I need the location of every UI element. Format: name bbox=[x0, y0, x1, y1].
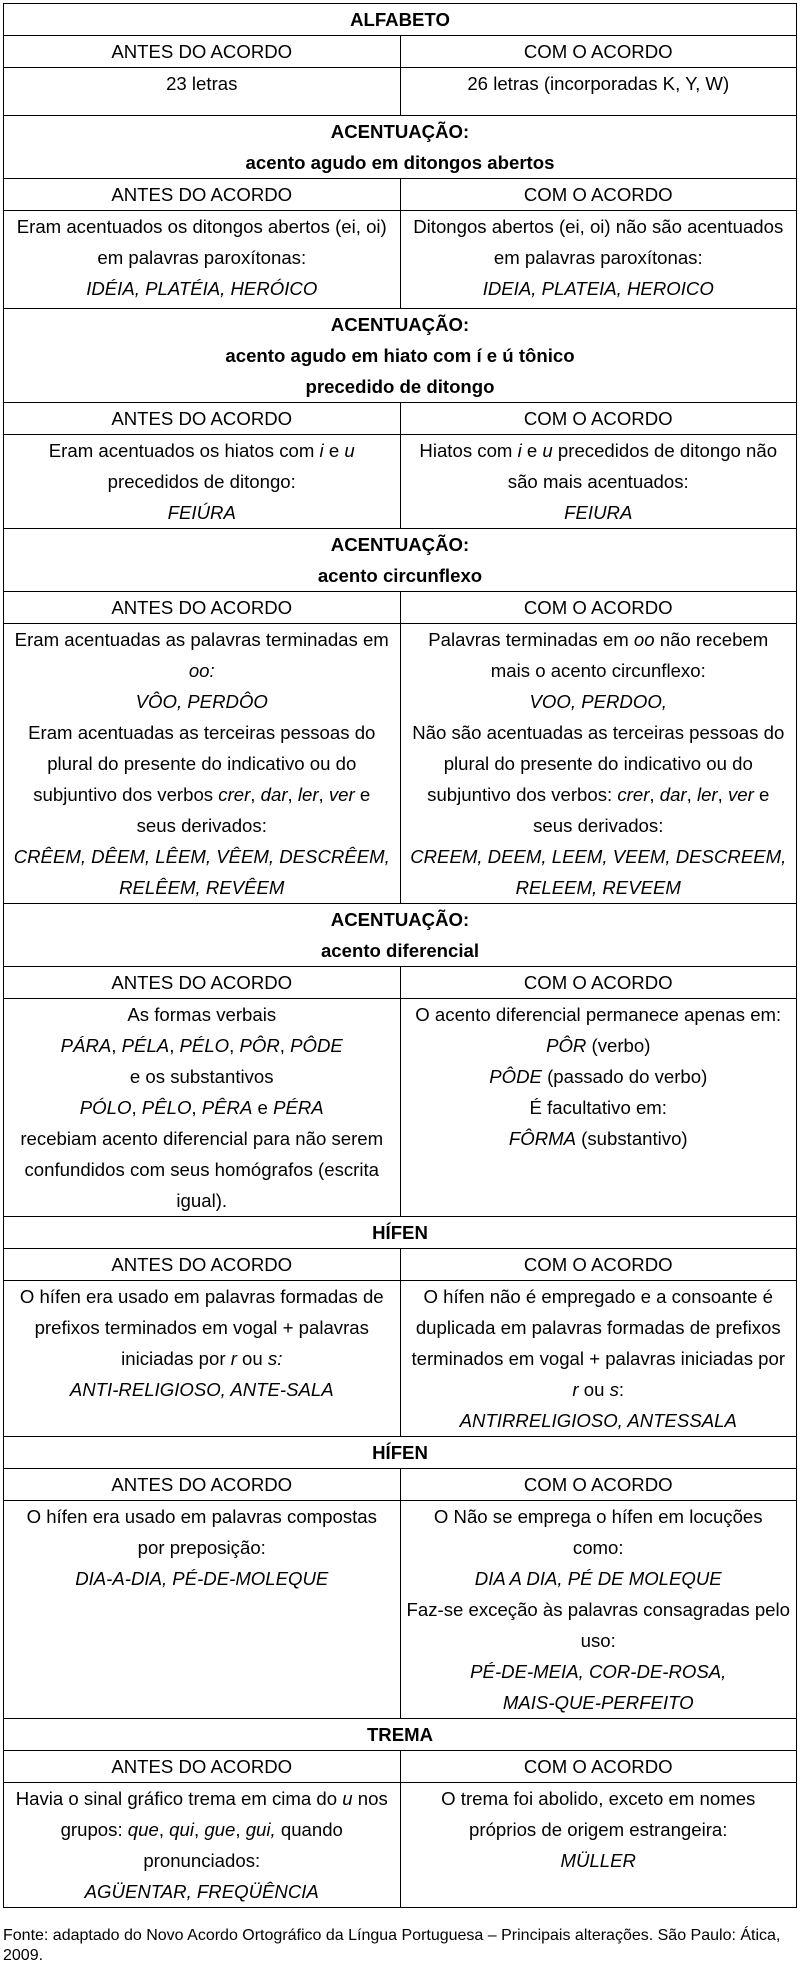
after-agreement-label: COM O ACORDO bbox=[400, 592, 797, 624]
italic-term: ANTIRRELIGIOSO, ANTESSALA bbox=[459, 1410, 737, 1431]
text-segment: Eram acentuados os ditongos abertos (ei, oi) bbox=[16, 216, 387, 237]
after-text-line bbox=[405, 211, 793, 242]
after-text-line bbox=[405, 1374, 793, 1405]
before-text-line bbox=[8, 68, 396, 99]
text-segment: , bbox=[111, 1035, 122, 1056]
text-segment: prefixos terminados em vogal + palavras bbox=[34, 1317, 369, 1338]
italic-term: AGÜENTAR, FREQÜÊNCIA bbox=[84, 1881, 319, 1902]
italic-term: crer bbox=[617, 784, 650, 805]
before-text-line bbox=[8, 273, 396, 304]
text-segment: , bbox=[193, 1819, 205, 1840]
text-segment: e os substantivos bbox=[129, 1066, 274, 1087]
italic-term: i bbox=[319, 440, 324, 461]
column-labels-row bbox=[4, 592, 797, 624]
before-text-line bbox=[8, 841, 396, 872]
section-title-row bbox=[4, 529, 797, 592]
column-labels-row bbox=[4, 967, 797, 999]
after-text-line bbox=[405, 748, 793, 779]
after-text-line bbox=[405, 1501, 793, 1532]
text-segment: , bbox=[169, 1035, 180, 1056]
italic-term: PÔR bbox=[546, 1035, 587, 1056]
after-text-line bbox=[405, 1061, 793, 1092]
text-segment: grupos: bbox=[60, 1819, 128, 1840]
after-text-line bbox=[405, 273, 793, 304]
text-segment: por preposição: bbox=[137, 1537, 266, 1558]
text-segment: Eram acentuadas as palavras terminadas em bbox=[14, 629, 389, 650]
italic-term: MÜLLER bbox=[560, 1850, 636, 1871]
after-text-line bbox=[405, 1123, 793, 1154]
italic-term: RELÊEM, REVÊEM bbox=[119, 877, 285, 898]
before-agreement-label: ANTES DO ACORDO bbox=[4, 1249, 401, 1281]
before-agreement-cell bbox=[4, 1783, 401, 1908]
italic-term: ANTI-RELIGIOSO, ANTE-SALA bbox=[69, 1379, 334, 1400]
text-segment: , bbox=[131, 1097, 142, 1118]
after-text-line bbox=[405, 1030, 793, 1061]
before-text-line bbox=[8, 999, 396, 1030]
orthography-comparison-table bbox=[3, 3, 797, 1908]
before-text-line bbox=[8, 211, 396, 242]
column-labels-row bbox=[4, 1469, 797, 1501]
italic-term: PÉRA bbox=[273, 1097, 324, 1118]
column-labels-row bbox=[4, 1751, 797, 1783]
text-segment: , bbox=[250, 784, 261, 805]
text-segment: ou bbox=[236, 1348, 268, 1369]
text-segment: , bbox=[191, 1097, 202, 1118]
after-text-line bbox=[405, 1594, 793, 1625]
content-row bbox=[4, 624, 797, 904]
after-text-line bbox=[405, 624, 793, 655]
after-text-line bbox=[405, 1845, 793, 1876]
italic-term: IDEIA, PLATEIA, HEROICO bbox=[482, 278, 714, 299]
before-text-line bbox=[8, 1061, 396, 1092]
text-segment: : bbox=[618, 1379, 625, 1400]
text-segment: precedidos de ditongo: bbox=[107, 471, 296, 492]
before-text-line bbox=[8, 497, 396, 528]
after-agreement-label: COM O ACORDO bbox=[400, 36, 797, 68]
before-text-line bbox=[8, 655, 396, 686]
italic-term: PÁRA bbox=[60, 1035, 112, 1056]
before-agreement-label: ANTES DO ACORDO bbox=[4, 1751, 401, 1783]
section-title-line: ACENTUAÇÃO: bbox=[330, 909, 470, 930]
before-text-line bbox=[8, 1876, 396, 1907]
after-agreement-label: COM O ACORDO bbox=[400, 179, 797, 211]
text-segment: não recebem bbox=[654, 629, 769, 650]
text-segment: , bbox=[686, 784, 697, 805]
section-title bbox=[4, 309, 797, 403]
italic-term: u bbox=[542, 440, 553, 461]
before-agreement-label: ANTES DO ACORDO bbox=[4, 592, 401, 624]
before-text-line bbox=[8, 1123, 396, 1154]
text-segment: Eram acentuadas as terceiras pessoas do bbox=[28, 722, 376, 743]
text-segment: e bbox=[354, 784, 371, 805]
text-segment: , bbox=[287, 784, 298, 805]
after-agreement-cell bbox=[400, 999, 797, 1217]
before-agreement-label: ANTES DO ACORDO bbox=[4, 36, 401, 68]
italic-term: DIA A DIA, PÉ DE MOLEQUE bbox=[474, 1568, 722, 1589]
text-segment: e bbox=[252, 1097, 274, 1118]
footnote-line-1: Fonte: adaptado do Novo Acordo Ortográfico da Língua Portuguesa – Principais alterações. São Paulo: Ática, bbox=[3, 1927, 781, 1944]
italic-term: ver bbox=[727, 784, 754, 805]
section-title-line: ACENTUAÇÃO: bbox=[330, 314, 470, 335]
italic-term: gue bbox=[204, 1819, 236, 1840]
after-text-line bbox=[405, 1343, 793, 1374]
before-text-line bbox=[8, 1374, 396, 1405]
before-agreement-cell bbox=[4, 624, 401, 904]
text-segment: subjuntivo dos verbos: bbox=[427, 784, 618, 805]
text-segment: , bbox=[235, 1819, 246, 1840]
text-segment: duplicada em palavras formadas de prefixos bbox=[415, 1317, 781, 1338]
italic-term: DIA-A-DIA, PÉ-DE-MOLEQUE bbox=[75, 1568, 329, 1589]
italic-term: dar bbox=[659, 784, 687, 805]
before-text-line bbox=[8, 748, 396, 779]
before-text-line bbox=[8, 1563, 396, 1594]
after-agreement-cell bbox=[400, 435, 797, 529]
before-text-line bbox=[8, 1092, 396, 1123]
text-segment: plural do presente do indicativo ou do bbox=[443, 753, 753, 774]
text-segment: subjuntivo dos verbos bbox=[33, 784, 219, 805]
footnote-line-2: 2009. bbox=[3, 1947, 44, 1964]
section-title-line: precedido de ditongo bbox=[305, 376, 495, 397]
section-title-row bbox=[4, 309, 797, 403]
italic-term: ler bbox=[696, 784, 718, 805]
italic-term: VÔO, PERDÔO bbox=[135, 691, 268, 712]
before-text-line bbox=[8, 1185, 396, 1216]
italic-term: u bbox=[344, 440, 355, 461]
after-text-line bbox=[405, 1405, 793, 1436]
before-text-line bbox=[8, 872, 396, 903]
after-agreement-cell bbox=[400, 68, 797, 116]
section-title-line: HÍFEN bbox=[372, 1442, 428, 1463]
before-text-line bbox=[8, 1501, 396, 1532]
text-segment: nos bbox=[352, 1788, 388, 1809]
after-text-line bbox=[405, 1312, 793, 1343]
italic-term: que bbox=[127, 1819, 159, 1840]
section-title-line: ALFABETO bbox=[350, 9, 450, 30]
text-segment: mais o acento circunflexo: bbox=[490, 660, 706, 681]
after-agreement-label: COM O ACORDO bbox=[400, 403, 797, 435]
text-segment: Eram acentuados os hiatos com bbox=[48, 440, 320, 461]
section-title-line: TREMA bbox=[366, 1724, 434, 1745]
after-agreement-cell bbox=[400, 211, 797, 309]
after-text-line bbox=[405, 779, 793, 810]
text-segment: , bbox=[318, 784, 329, 805]
after-text-line bbox=[405, 655, 793, 686]
italic-term: s bbox=[609, 1379, 619, 1400]
text-segment: como: bbox=[572, 1537, 624, 1558]
after-text-line bbox=[405, 999, 793, 1030]
section-title-row bbox=[4, 116, 797, 179]
italic-term: PÓLO bbox=[79, 1097, 132, 1118]
text-segment: , bbox=[649, 784, 660, 805]
italic-term: FEIURA bbox=[564, 502, 633, 523]
italic-term: PÊRA bbox=[201, 1097, 253, 1118]
after-agreement-label: COM O ACORDO bbox=[400, 967, 797, 999]
before-agreement-cell bbox=[4, 1501, 401, 1719]
italic-term: PÉ-DE-MEIA, COR-DE-ROSA, bbox=[470, 1661, 727, 1682]
section-title bbox=[4, 1217, 797, 1249]
text-segment: iniciadas por bbox=[121, 1348, 231, 1369]
text-segment: , bbox=[229, 1035, 240, 1056]
italic-term: IDÉIA, PLATÉIA, HERÓICO bbox=[86, 278, 318, 299]
italic-term: PÔDE bbox=[489, 1066, 542, 1087]
column-labels-row bbox=[4, 1249, 797, 1281]
italic-term: gui, bbox=[245, 1819, 276, 1840]
section-title-line: acento diferencial bbox=[320, 940, 480, 961]
italic-term: r bbox=[230, 1348, 237, 1369]
italic-term: u bbox=[342, 1788, 353, 1809]
italic-term: crer bbox=[218, 784, 251, 805]
before-agreement-cell bbox=[4, 435, 401, 529]
text-segment: O hífen era usado em palavras compostas bbox=[26, 1506, 377, 1527]
after-text-line bbox=[405, 1281, 793, 1312]
italic-term: PÔR bbox=[239, 1035, 280, 1056]
text-segment: (substantivo) bbox=[576, 1128, 688, 1149]
text-segment: confundidos com seus homógrafos (escrita bbox=[24, 1159, 379, 1180]
italic-term: FEIÚRA bbox=[167, 502, 236, 523]
after-agreement-label: COM O ACORDO bbox=[400, 1249, 797, 1281]
italic-term: qui bbox=[169, 1819, 194, 1840]
text-segment: É facultativo em: bbox=[529, 1097, 667, 1118]
text-segment: em palavras paroxítonas: bbox=[493, 247, 703, 268]
text-segment: O hífen não é empregado e a consoante é bbox=[423, 1286, 773, 1307]
italic-term: PÔDE bbox=[290, 1035, 343, 1056]
section-title-row bbox=[4, 904, 797, 967]
text-segment: O trema foi abolido, exceto em nomes bbox=[441, 1788, 756, 1809]
column-labels-row bbox=[4, 179, 797, 211]
after-text-line bbox=[405, 68, 793, 99]
text-segment: pronunciados: bbox=[143, 1850, 261, 1871]
before-text-line bbox=[8, 242, 396, 273]
after-text-line bbox=[405, 1814, 793, 1845]
text-segment: , bbox=[158, 1819, 170, 1840]
text-segment: seus derivados: bbox=[136, 815, 267, 836]
content-row bbox=[4, 1281, 797, 1437]
italic-term: VOO, PERDOO, bbox=[529, 691, 667, 712]
table-body bbox=[4, 4, 797, 1908]
text-segment: O acento diferencial permanece apenas em: bbox=[415, 1004, 782, 1025]
after-text-line bbox=[405, 1563, 793, 1594]
before-agreement-cell bbox=[4, 999, 401, 1217]
text-segment: ou bbox=[578, 1379, 610, 1400]
text-segment: Ditongos abertos (ei, oi) não são acentuados bbox=[413, 216, 784, 237]
text-segment: plural do presente do indicativo ou do bbox=[47, 753, 357, 774]
text-segment: uso: bbox=[580, 1630, 616, 1651]
text-segment: precedidos de ditongo não bbox=[552, 440, 778, 461]
after-text-line bbox=[405, 1656, 793, 1687]
after-text-line bbox=[405, 1625, 793, 1656]
before-agreement-cell bbox=[4, 1281, 401, 1437]
after-text-line bbox=[405, 497, 793, 528]
content-row bbox=[4, 211, 797, 309]
column-labels-row bbox=[4, 403, 797, 435]
section-title bbox=[4, 529, 797, 592]
italic-term: PÉLO bbox=[179, 1035, 230, 1056]
text-segment: Hiatos com bbox=[419, 440, 518, 461]
section-title bbox=[4, 116, 797, 179]
section-title-line: ACENTUAÇÃO: bbox=[330, 534, 470, 555]
after-text-line bbox=[405, 1092, 793, 1123]
before-text-line bbox=[8, 1154, 396, 1185]
italic-term: PÊLO bbox=[141, 1097, 192, 1118]
text-segment: Palavras terminadas em bbox=[428, 629, 634, 650]
text-segment: (verbo) bbox=[586, 1035, 651, 1056]
section-title bbox=[4, 904, 797, 967]
after-agreement-label: COM O ACORDO bbox=[400, 1469, 797, 1501]
text-segment: seus derivados: bbox=[533, 815, 664, 836]
after-text-line bbox=[405, 872, 793, 903]
section-title bbox=[4, 1437, 797, 1469]
section-title-row bbox=[4, 1217, 797, 1249]
before-text-line bbox=[8, 466, 396, 497]
italic-term: oo: bbox=[188, 660, 215, 681]
italic-term: PÉLA bbox=[121, 1035, 170, 1056]
text-segment: em palavras paroxítonas: bbox=[97, 247, 307, 268]
text-segment: 26 letras (incorporadas K, Y, W) bbox=[467, 73, 730, 94]
section-title-row bbox=[4, 4, 797, 36]
text-segment: Faz-se exceção às palavras consagradas pelo bbox=[406, 1599, 790, 1620]
text-segment: 23 letras bbox=[166, 73, 238, 94]
content-row bbox=[4, 1501, 797, 1719]
text-segment: e bbox=[521, 440, 543, 461]
after-text-line bbox=[405, 1687, 793, 1718]
content-row bbox=[4, 435, 797, 529]
after-text-line bbox=[405, 242, 793, 273]
text-segment: O Não se emprega o hífen em locuções bbox=[433, 1506, 763, 1527]
italic-term: r bbox=[572, 1379, 579, 1400]
before-text-line bbox=[8, 686, 396, 717]
before-text-line bbox=[8, 1783, 396, 1814]
italic-term: MAIS-QUE-PERFEITO bbox=[502, 1692, 694, 1713]
source-footnote bbox=[3, 1926, 793, 1966]
section-title-row bbox=[4, 1719, 797, 1751]
after-agreement-label: COM O ACORDO bbox=[400, 1751, 797, 1783]
section-title bbox=[4, 4, 797, 36]
before-text-line bbox=[8, 624, 396, 655]
before-text-line bbox=[8, 717, 396, 748]
after-text-line bbox=[405, 717, 793, 748]
italic-term: ver bbox=[328, 784, 355, 805]
before-agreement-label: ANTES DO ACORDO bbox=[4, 403, 401, 435]
content-row bbox=[4, 68, 797, 116]
section-title-line: acento circunflexo bbox=[317, 565, 483, 586]
content-row bbox=[4, 1783, 797, 1908]
section-title-line: HÍFEN bbox=[372, 1222, 428, 1243]
italic-term: FÔRMA bbox=[508, 1128, 577, 1149]
before-agreement-cell bbox=[4, 211, 401, 309]
italic-term: i bbox=[517, 440, 522, 461]
after-agreement-cell bbox=[400, 1783, 797, 1908]
text-segment: , bbox=[279, 1035, 291, 1056]
text-segment: As formas verbais bbox=[127, 1004, 277, 1025]
before-text-line bbox=[8, 1532, 396, 1563]
before-agreement-label: ANTES DO ACORDO bbox=[4, 967, 401, 999]
before-text-line bbox=[8, 810, 396, 841]
after-text-line bbox=[405, 810, 793, 841]
text-segment: recebiam acento diferencial para não serem bbox=[20, 1128, 384, 1149]
after-agreement-cell bbox=[400, 624, 797, 904]
before-text-line bbox=[8, 435, 396, 466]
text-segment: igual). bbox=[176, 1190, 228, 1211]
text-segment: terminados em vogal + palavras iniciadas por bbox=[411, 1348, 786, 1369]
text-segment: e bbox=[753, 784, 770, 805]
after-text-line bbox=[405, 435, 793, 466]
before-agreement-label: ANTES DO ACORDO bbox=[4, 179, 401, 211]
after-agreement-cell bbox=[400, 1281, 797, 1437]
after-text-line bbox=[405, 1532, 793, 1563]
italic-term: s: bbox=[267, 1348, 283, 1369]
before-text-line bbox=[8, 779, 396, 810]
before-text-line bbox=[8, 1030, 396, 1061]
after-agreement-cell bbox=[400, 1501, 797, 1719]
before-text-line bbox=[8, 1845, 396, 1876]
text-segment: (passado do verbo) bbox=[541, 1066, 708, 1087]
before-text-line bbox=[8, 1814, 396, 1845]
italic-term: dar bbox=[260, 784, 288, 805]
text-segment: Não são acentuadas as terceiras pessoas do bbox=[412, 722, 785, 743]
italic-term: oo bbox=[633, 629, 655, 650]
italic-term: RELEEM, REVEEM bbox=[515, 877, 681, 898]
section-title-line: ACENTUAÇÃO: bbox=[330, 121, 470, 142]
section-title-line: acento agudo em hiato com í e ú tônico bbox=[225, 345, 575, 366]
before-agreement-label: ANTES DO ACORDO bbox=[4, 1469, 401, 1501]
after-text-line bbox=[405, 841, 793, 872]
before-text-line bbox=[8, 1281, 396, 1312]
column-labels-row bbox=[4, 36, 797, 68]
text-segment: Havia o sinal gráfico trema em cima do bbox=[15, 1788, 343, 1809]
after-text-line bbox=[405, 686, 793, 717]
before-agreement-cell bbox=[4, 68, 401, 116]
section-title bbox=[4, 1719, 797, 1751]
text-segment: são mais acentuados: bbox=[507, 471, 689, 492]
text-segment: quando bbox=[275, 1819, 343, 1840]
content-row bbox=[4, 999, 797, 1217]
after-text-line bbox=[405, 466, 793, 497]
italic-term: CRÊEM, DÊEM, LÊEM, VÊEM, DESCRÊEM, bbox=[13, 846, 390, 867]
before-text-line bbox=[8, 1312, 396, 1343]
before-text-line bbox=[8, 1343, 396, 1374]
text-segment: e bbox=[323, 440, 345, 461]
section-title-line: acento agudo em ditongos abertos bbox=[245, 152, 555, 173]
italic-term: ler bbox=[297, 784, 319, 805]
text-segment: próprios de origem estrangeira: bbox=[469, 1819, 728, 1840]
text-segment: O hífen era usado em palavras formadas de bbox=[19, 1286, 384, 1307]
section-title-row bbox=[4, 1437, 797, 1469]
after-text-line bbox=[405, 1783, 793, 1814]
text-segment: , bbox=[717, 784, 728, 805]
italic-term: CREEM, DEEM, LEEM, VEEM, DESCREEM, bbox=[410, 846, 787, 867]
